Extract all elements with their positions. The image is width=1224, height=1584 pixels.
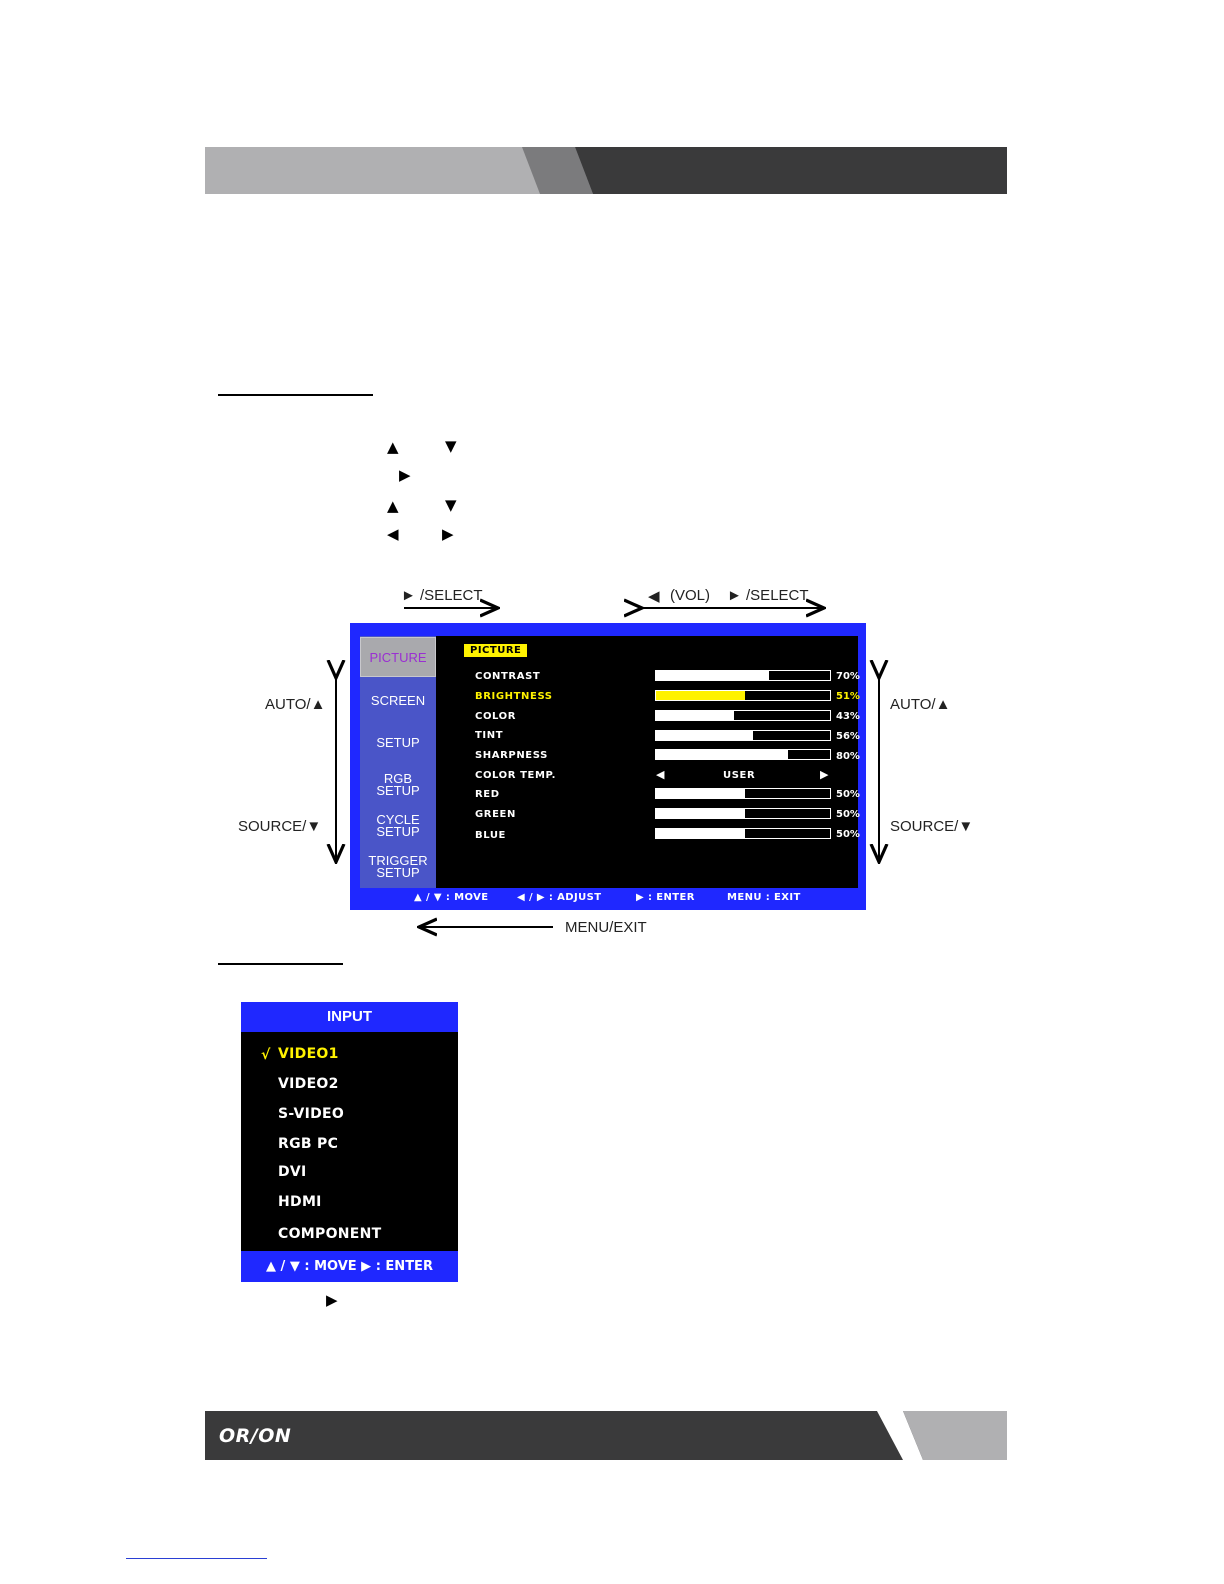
right-arrow-icon: ▶ bbox=[399, 466, 411, 484]
tint-value: 56% bbox=[836, 731, 860, 742]
blue-slider[interactable] bbox=[655, 828, 831, 839]
osd-footer-adjust: ◀ / ▶ : ADJUST bbox=[517, 892, 602, 903]
osd-footer-move: ▲ / ▼ : MOVE bbox=[414, 892, 489, 903]
setting-label-color-temp: COLOR TEMP. bbox=[475, 770, 557, 781]
setting-label-brightness: BRIGHTNESS bbox=[475, 691, 553, 702]
slider-fill bbox=[656, 671, 769, 680]
up-arrow-icon: ▲ bbox=[387, 497, 399, 515]
input-menu-title: INPUT bbox=[241, 1002, 458, 1032]
slider-fill bbox=[656, 789, 745, 798]
input-item-video1[interactable]: VIDEO1 bbox=[278, 1046, 339, 1062]
left-arrow-icon: ◀ bbox=[387, 525, 399, 543]
down-arrow-icon: ▼ bbox=[445, 496, 457, 514]
slider-fill bbox=[656, 731, 753, 740]
sharpness-value: 80% bbox=[836, 751, 860, 762]
sidebar-item-label: SETUP bbox=[376, 824, 420, 839]
sidebar-item-cycle-setup[interactable] bbox=[360, 814, 436, 838]
sidebar-item-label: RGB bbox=[383, 771, 413, 786]
setting-label-color: COLOR bbox=[475, 711, 517, 722]
osd-input-menu bbox=[241, 1002, 458, 1282]
blue-value: 50% bbox=[836, 829, 860, 840]
footer-link-underline[interactable] bbox=[126, 1558, 267, 1559]
footer-banner bbox=[205, 1411, 1007, 1460]
slider-fill bbox=[656, 691, 745, 700]
vol-left-annotation: ◀ bbox=[648, 588, 660, 605]
color-slider[interactable] bbox=[655, 710, 831, 721]
sidebar-item-picture[interactable]: PICTURE bbox=[360, 637, 436, 677]
sidebar-item-label: SETUP bbox=[376, 865, 420, 880]
source-left-annotation: SOURCE/▼ bbox=[238, 818, 322, 835]
input-item-rgb-pc[interactable]: RGB PC bbox=[278, 1136, 339, 1152]
auto-right-annotation: AUTO/▲ bbox=[890, 696, 951, 713]
setting-label-green: GREEN bbox=[475, 809, 516, 820]
brightness-value: 51% bbox=[836, 691, 860, 702]
orion-logo: OR/ON bbox=[219, 1425, 292, 1447]
menu-exit-annotation: MENU/EXIT bbox=[565, 919, 647, 936]
right-arrow-icon: ▶ bbox=[326, 1291, 338, 1309]
red-value: 50% bbox=[836, 789, 860, 800]
input-menu-footer: ▲ / ▼ : MOVE ▶ : ENTER bbox=[241, 1251, 458, 1282]
panel-title: PICTURE bbox=[464, 644, 527, 657]
check-icon: √ bbox=[261, 1047, 271, 1063]
osd-sidebar bbox=[360, 636, 436, 888]
contrast-value: 70% bbox=[836, 671, 860, 682]
input-item-dvi[interactable]: DVI bbox=[278, 1164, 307, 1180]
vol-annotation: (VOL) bbox=[670, 587, 711, 604]
osd-content bbox=[360, 636, 858, 888]
sidebar-item-label: TRIGGER bbox=[368, 853, 428, 868]
sharpness-slider[interactable] bbox=[655, 749, 831, 760]
slider-fill bbox=[656, 829, 745, 838]
sidebar-item-label: CYCLE bbox=[376, 812, 420, 827]
slider-fill bbox=[656, 711, 734, 720]
up-arrow-icon: ▲ bbox=[387, 438, 399, 456]
contrast-slider[interactable] bbox=[655, 670, 831, 681]
right-arrow-icon: ▶ bbox=[442, 525, 454, 543]
color-temp-left-icon[interactable]: ◀ bbox=[656, 768, 666, 781]
sidebar-item-trigger-setup[interactable] bbox=[360, 855, 436, 879]
color-temp-right-icon[interactable]: ▶ bbox=[820, 768, 830, 781]
sidebar-item-label: SETUP bbox=[376, 783, 420, 798]
setting-label-contrast: CONTRAST bbox=[475, 671, 541, 682]
input-item-video2[interactable]: VIDEO2 bbox=[278, 1076, 339, 1092]
red-slider[interactable] bbox=[655, 788, 831, 799]
osd-footer-enter: ▶ : ENTER bbox=[636, 892, 695, 903]
green-slider[interactable] bbox=[655, 808, 831, 819]
tint-slider[interactable] bbox=[655, 730, 831, 741]
source-right-annotation: SOURCE/▼ bbox=[890, 818, 974, 835]
input-item-s-video[interactable]: S-VIDEO bbox=[278, 1106, 345, 1122]
color-temp-value: USER bbox=[723, 770, 756, 781]
brightness-slider[interactable] bbox=[655, 690, 831, 701]
osd-picture-menu bbox=[350, 623, 866, 910]
slider-fill bbox=[656, 809, 745, 818]
select-annotation: ► /SELECT bbox=[401, 587, 483, 604]
osd-footer-exit: MENU : EXIT bbox=[727, 892, 801, 903]
select-right-annotation: ► /SELECT bbox=[727, 587, 809, 604]
slider-fill bbox=[656, 750, 788, 759]
sidebar-item-rgb-setup[interactable] bbox=[360, 773, 436, 797]
input-item-hdmi[interactable]: HDMI bbox=[278, 1194, 322, 1210]
auto-left-annotation: AUTO/▲ bbox=[265, 696, 326, 713]
color-value: 43% bbox=[836, 711, 860, 722]
setting-label-blue: BLUE bbox=[475, 830, 506, 841]
setting-label-tint: TINT bbox=[475, 730, 504, 741]
section-heading-underline bbox=[218, 963, 343, 965]
setting-label-sharpness: SHARPNESS bbox=[475, 750, 548, 761]
setting-label-red: RED bbox=[475, 789, 500, 800]
input-item-component[interactable]: COMPONENT bbox=[278, 1226, 382, 1242]
sidebar-item-setup[interactable]: SETUP bbox=[376, 735, 420, 750]
down-arrow-icon: ▼ bbox=[445, 437, 457, 455]
green-value: 50% bbox=[836, 809, 860, 820]
sidebar-item-screen[interactable]: SCREEN bbox=[370, 693, 426, 708]
